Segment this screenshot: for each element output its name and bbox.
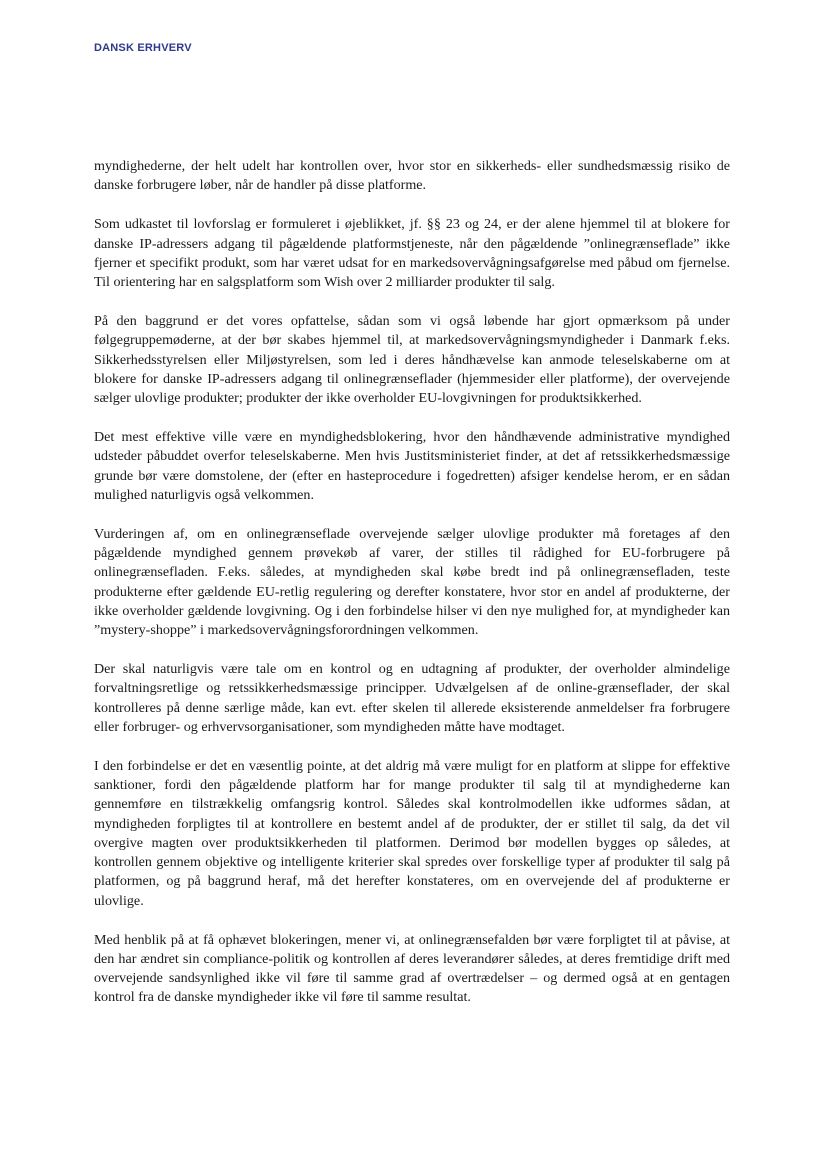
paragraph-4: Det mest effektive ville være en myndighedsblokering, hvor den håndhævende administrative myndighed udsteder påbuddet overfor teleselskaberne. Men hvis Justitsministeriet finder, at det af retssikkerhedsmæssige grunde bør være domstolene, der (efter en hasteprocedure i fogedretten) afsiger kendelse herom, er en sådan mulighed naturligvis også velkommen. — [94, 429, 730, 503]
dansk-erhverv-logo: DANSK ERHVERV — [94, 42, 192, 54]
document-body — [94, 157, 730, 1028]
paragraph-3: På den baggrund er det vores opfattelse, sådan som vi også løbende har gjort opmærksom på under følgegruppemøderne, at der bør skabes hjemmel til, at markedsovervågningsmyndigheder i Danmark f.eks. Sikkerhedsstyrelsen eller Miljøstyrelsen, som led i deres håndhævelse kan anmode teleselskaberne om at blokere for danske IP-adressers adgang til onlinegrænseflader (hjemmesider eller platforme), der overvejende sælger ulovlige produkter; produkter der ikke overholder EU-lovgivningen for produktsikkerhed. — [94, 313, 730, 407]
paragraph-1: myndighederne, der helt udelt har kontrollen over, hvor stor en sikkerheds- eller sundhedsmæssig risiko de danske forbrugere løber, når de handler på disse platforme. — [94, 158, 730, 194]
paragraph-8: Med henblik på at få ophævet blokeringen, mener vi, at onlinegrænsefalden bør være forpligtet til at påvise, at den har ændret sin compliance-politik og kontrollen af deres leverandører således, at deres fremtidige drift med overvejende sandsynlighed ikke vil føre til samme grad af overtrædelser – og dermed også at en gentagen kontrol fra de danske myndigheder ikke vil føre til samme resultat. — [94, 931, 730, 1006]
paragraph-5: Vurderingen af, om en onlinegrænseflade overvejende sælger ulovlige produkter må foretages af den pågældende myndighed gennem prøvekøb af varer, der stilles til rådighed for EU-forbrugere på onlinegrænsefladen. F.eks. således, at myndigheden skal købe bredt ind på onlinegrænsefladen, teste produkterne efter gældende EU-retlig regulering og derefter konstatere, hvor stor en andel af produkterne, der ikke overholder gældende lovgivning. Og i den forbindelse hilser vi den nye mulighed for, at myndigheder kan ”mystery-shoppe” i markedsovervågningsforordningen velkommen. — [94, 526, 730, 639]
paragraph-6: Der skal naturligvis være tale om en kontrol og en udtagning af produkter, der overholder almindelige forvaltningsretlige og retssikkerhedsmæssige principper. Udvælgelsen af de online-grænseflader, der skal kontrolleres på denne særlige måde, kan evt. efter skelen til allerede eksisterende anmeldelser fra forbrugere eller forbruger- og erhvervsorganisationer, som myndigheden måtte have modtaget. — [94, 661, 730, 735]
paragraph-7: I den forbindelse er det en væsentlig pointe, at det aldrig må være muligt for en platform at slippe for effektive sanktioner, fordi den pågældende platform har for mange produkter til salg til at myndighederne kan gennemføre en tilstrækkelig omfangsrig kontrol. Således skal kontrolmodellen ikke udformes sådan, at myndigheden forpligtes til at kontrollere en bestemt andel af de produkter, der er stillet til salg, da det vil overgive magten over produktsikkerheden til platformen. Derimod bør modellen bygges op således, at kontrollen gennem objektive og intelligente kriterier skal spredes over forskellige typer af produkter til salg på platformen, og på baggrund heraf, må det herefter konstateres, om en overvejende del af produkterne er ulovlige. — [94, 758, 730, 909]
paragraph-2: Som udkastet til lovforslag er formuleret i øjeblikket, jf. §§ 23 og 24, er der alene hjemmel til at blokere for danske IP-adressers adgang til pågældende platformstjeneste, når den pågældende ”onlinegrænseflade” ikke fjerner et specifikt produkt, som har været udsat for en markedsovervågningsafgørelse med påbud om fjernelse. Til orientering har en salgsplatform som Wish over 2 milliarder produkter til salg. — [94, 216, 730, 291]
